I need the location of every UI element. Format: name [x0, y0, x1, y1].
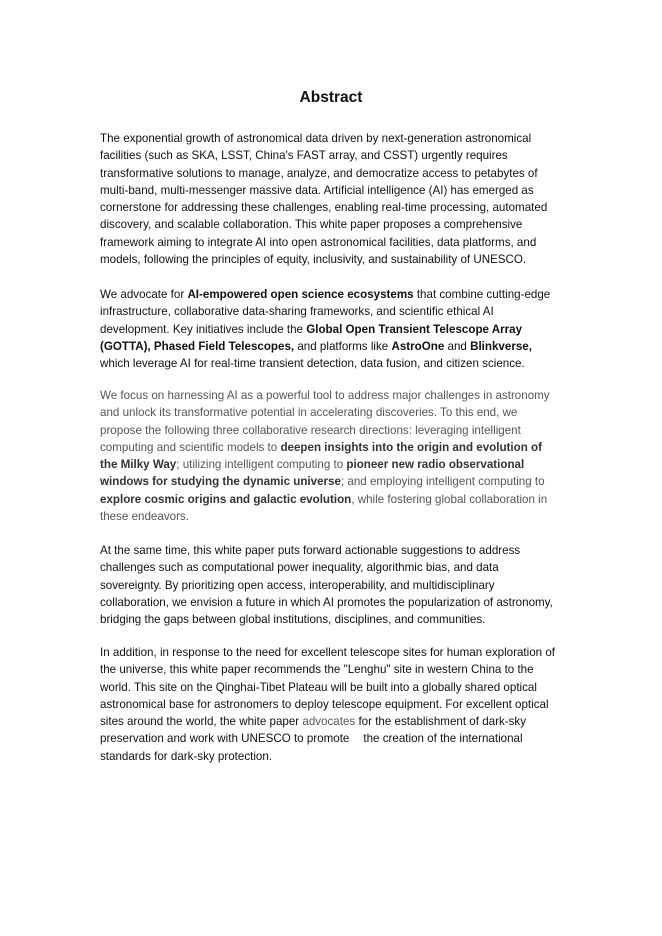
p2-bold-2: Global Open Transient Telescope Array (GOTTA), Phased Field Telescopes, [100, 322, 523, 353]
page-title: Abstract [299, 89, 363, 106]
p4-text: At the same time, this white paper puts forward actionable suggestions to address challenges such as computational power inequality, algorithmic bias, and data sovereignty. By prioritizing open access, interoperability, and multidisciplinary collaboration, we envision a future in which AI promotes the popularization of astronomy, bridging the gaps between global institutions, disciplines, and communities. [100, 544, 553, 627]
abstract-paragraph-1 [100, 130, 562, 268]
p2-text-4: and [444, 339, 471, 353]
abstract-paragraph-2 [100, 286, 562, 372]
p2-text-3: and platforms like [294, 339, 392, 353]
abstract-paragraph-3 [100, 387, 562, 525]
p3-bold-2: pioneer new radio observational windows for studying the dynamic universe [100, 458, 525, 489]
p2-bold-3: AstroOne [391, 339, 445, 353]
p5-text-2: for the establishment of dark-sky preservation and work with UNESCO to promote [100, 715, 526, 746]
p2-text-1: We advocate for [100, 288, 188, 301]
p3-text-3: ; and employing intelligent computing to [340, 475, 545, 489]
p3-text-2: ; utilizing intelligent computing to [176, 458, 347, 472]
p2-text-2: that combine cutting-edge infrastructure, collaborative data-sharing frameworks, and scientific ethical AI development. Key initiatives include the [100, 288, 551, 336]
p3-bold-1: deepen insights into the origin and evolution of the Milky Way [100, 440, 542, 472]
p3-bold-3: explore cosmic origins and galactic evolution [100, 492, 352, 506]
p5-advocates-word: advocates [302, 715, 356, 729]
p1-text: The exponential growth of astronomical data driven by next-generation astronomical facilities (such as SKA, LSST, China's FAST array, and CSST) urgently requires transformative solutions to manage, analyze, and democratize access to petabytes of multi-band, multi-messenger massive data. Artificial intelligence (AI) has emerged as cornerstone for addressing these challenges, enabling real-time processing, automated discovery, and scalable collaboration. This white paper proposes a comprehensive framework aiming to integrate AI into open astronomical facilities, data platforms, and models, following the principles of equity, inclusivity, and sustainability of UNESCO. [100, 132, 548, 267]
p5-text-3: the creation of the international standards for dark-sky protection. [100, 732, 523, 763]
abstract-paragraph-4 [100, 542, 562, 628]
p3-text-4: , while fostering global collaboration in these endeavors. [100, 492, 548, 524]
p3-text-1: We focus on harnessing AI as a powerful tool to address major challenges in astronomy and unlock its transformative potential in accelerating discoveries. To this end, we propose the following three collaborative research directions: leveraging intelligent computing and scientific models to [100, 389, 550, 454]
p2-bold-1: AI-empowered open science ecosystems [187, 288, 414, 301]
abstract-paragraph-5 [100, 644, 562, 765]
p5-text-1: In addition, in response to the need for excellent telescope sites for human exploration of the universe, this white paper recommends the "Lenghu" site in western China to the world. This site on the Qinghai-Tibet Plateau will be built into a globally shared optical astronomical base for astronomers to deploy telescope equipment. For excellent optical sites around the world, the white paper [100, 646, 556, 729]
p2-text-5: which leverage AI for real-time transient detection, data fusion, and citizen science. [100, 357, 525, 371]
p2-bold-4: Blinkverse, [470, 339, 532, 353]
